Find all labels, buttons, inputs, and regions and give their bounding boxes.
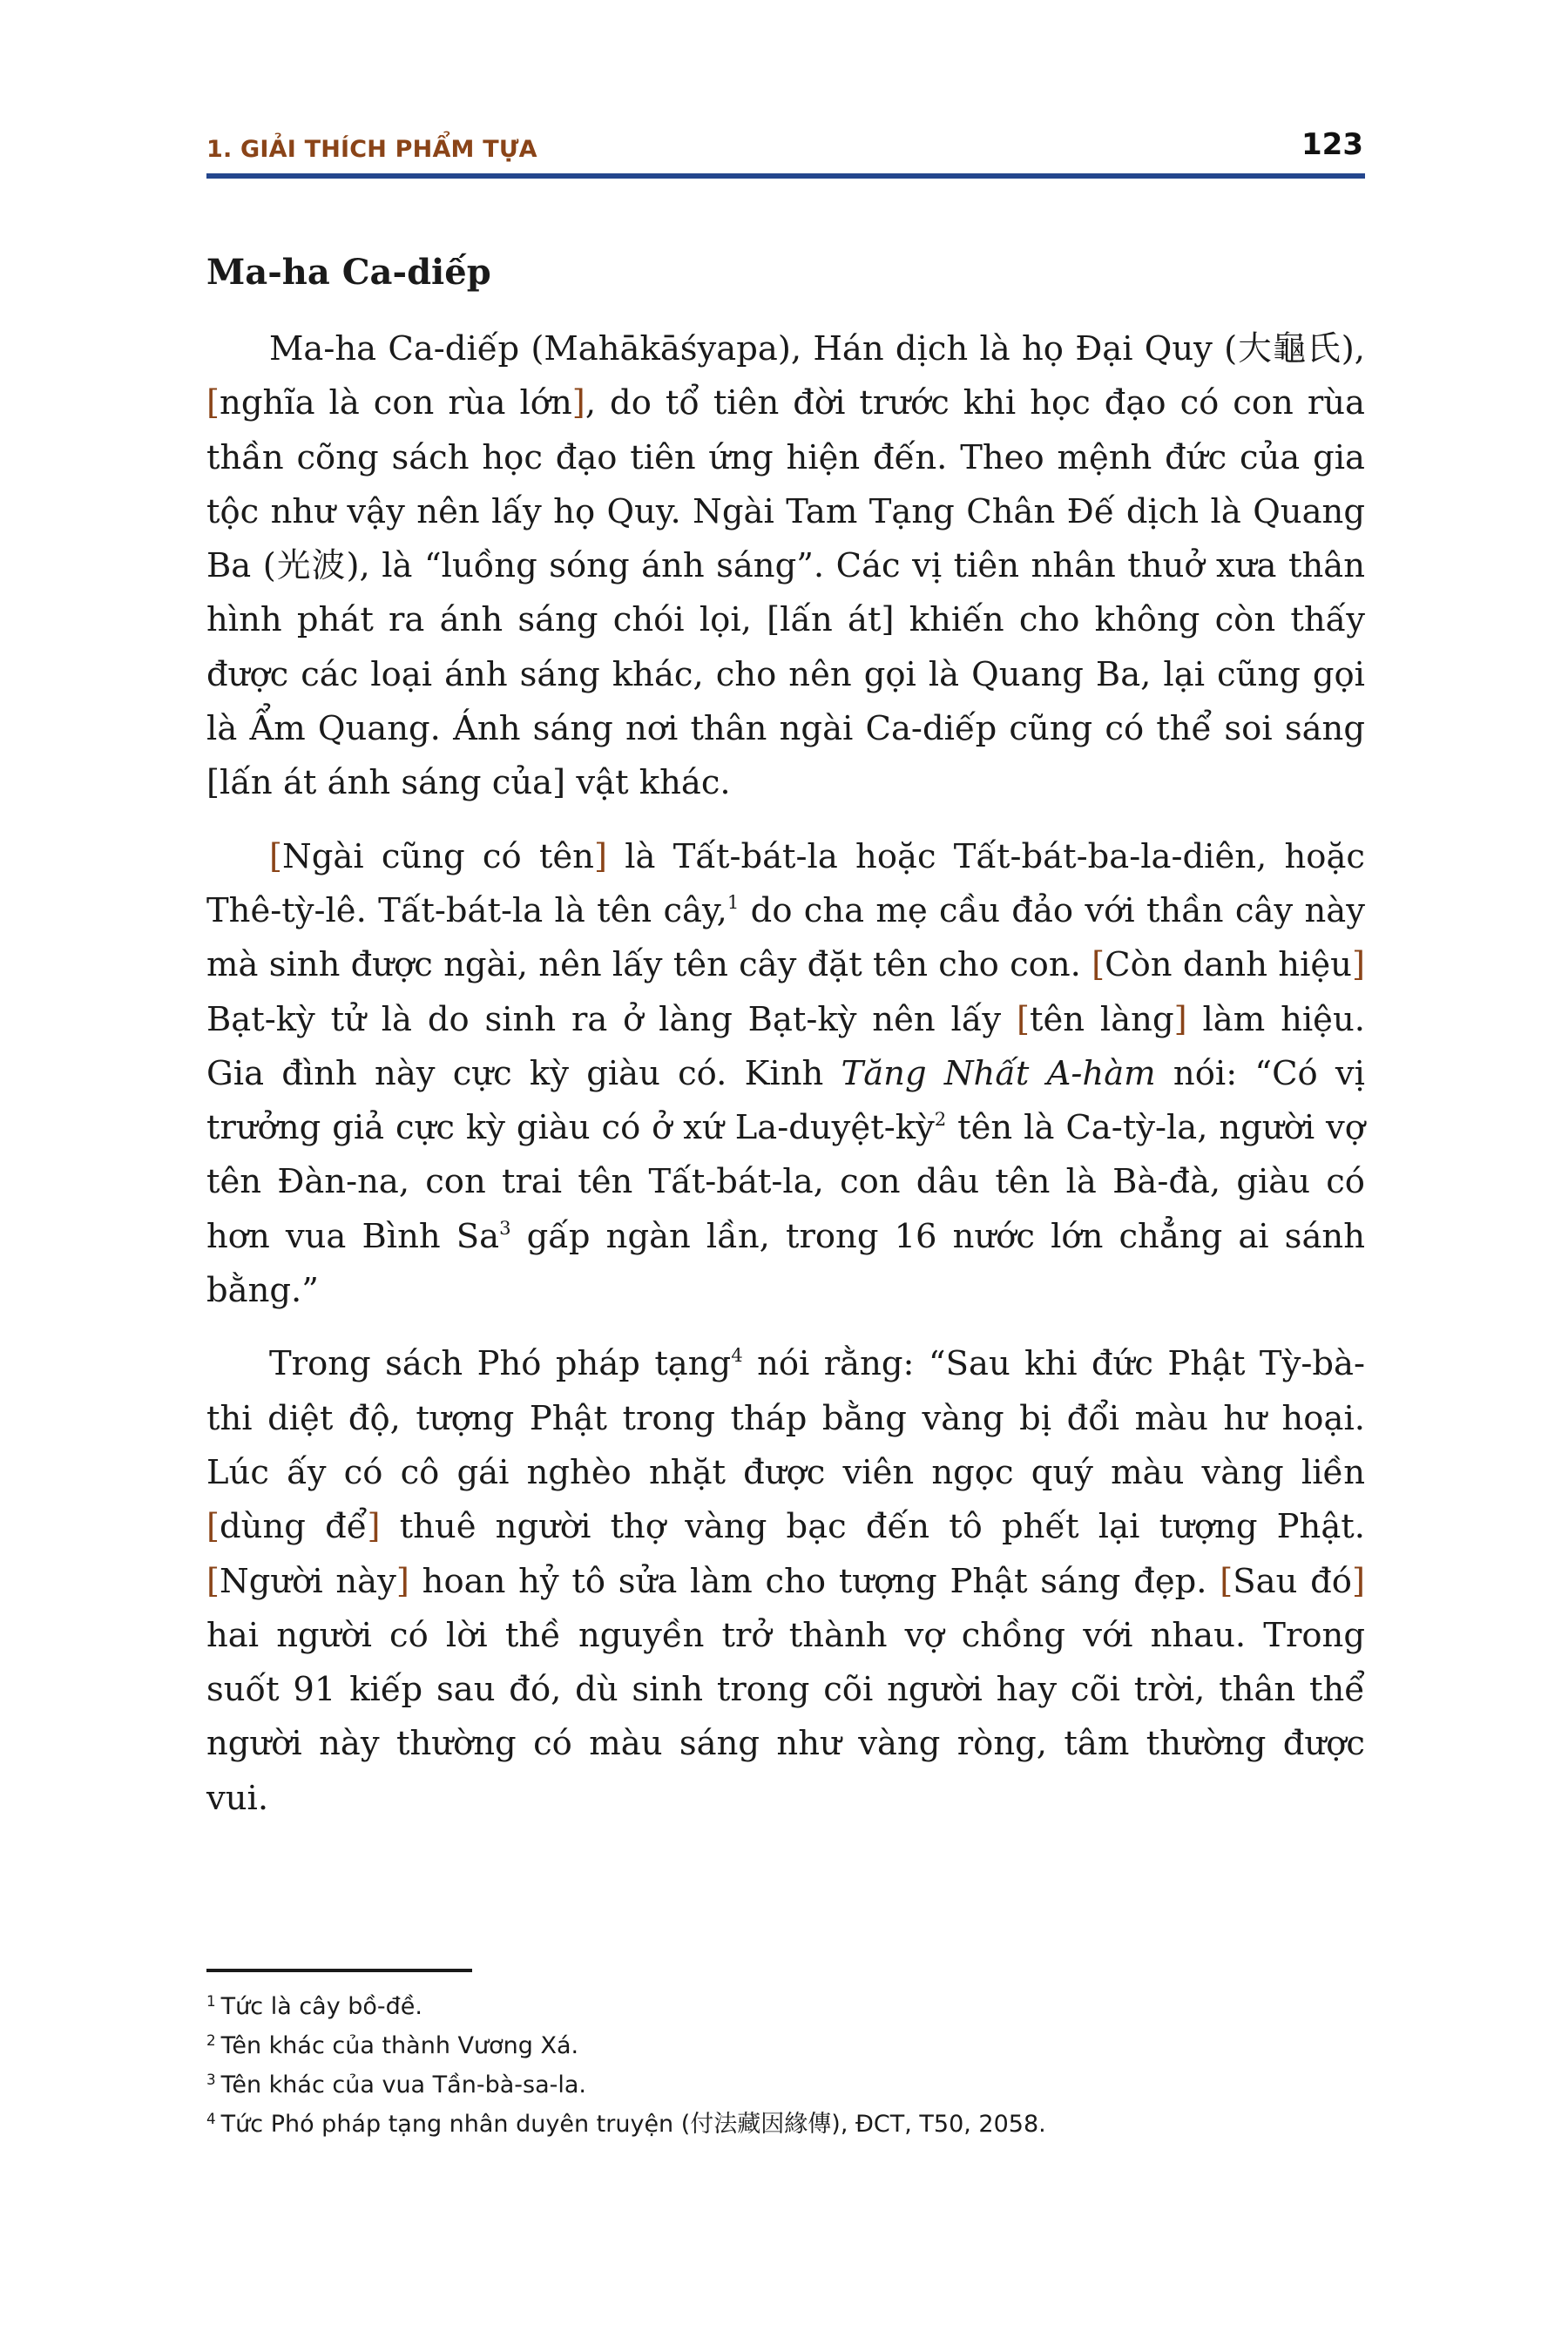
editorial-insertion bbox=[206, 1507, 380, 1546]
footnote-number: 2 bbox=[206, 2031, 216, 2049]
text-run: hai người có lời thề nguyền trở thành vợ chồng với nhau. Trong suốt 91 kiếp sau đó, dù sinh trong cõi người hay cõi trời, thân thể người này thường có màu sáng như vàng ròng, tâm thường được vui. bbox=[206, 1615, 1365, 1818]
paragraph bbox=[206, 1337, 1365, 1826]
text-run: hoan hỷ tô sửa làm cho tượng Phật sáng đẹp. bbox=[409, 1561, 1220, 1601]
close-bracket: ] bbox=[1351, 945, 1365, 985]
open-bracket: [ bbox=[269, 836, 283, 876]
footnote-text: Tên khác của vua Tần-bà-sa-la. bbox=[220, 2072, 586, 2099]
open-bracket: [ bbox=[1016, 999, 1031, 1039]
editorial-insertion bbox=[206, 1562, 409, 1601]
text-run: thuê người thợ vàng bạc đến tô phết lại tượng Phật. bbox=[380, 1507, 1366, 1547]
footnotes bbox=[206, 1987, 1365, 2144]
open-bracket: [ bbox=[206, 1507, 220, 1547]
insertion-text: nghĩa là con rùa lớn bbox=[220, 383, 572, 423]
text-run: gấp ngàn lần, trong 16 nước lớn chẳng ai sánh bằng.” bbox=[206, 1216, 1365, 1311]
close-bracket: ] bbox=[367, 1507, 381, 1547]
footnote-text: Tức Phó pháp tạng nhân duyên truyện (付法藏因緣傳), ĐCT, T50, 2058. bbox=[220, 2111, 1046, 2138]
footnote bbox=[206, 1987, 1365, 2026]
close-bracket: ] bbox=[571, 383, 585, 423]
footnote bbox=[206, 2105, 1365, 2144]
footnote-reference: 4 bbox=[731, 1344, 743, 1367]
text-run: nói: “Có vị trưởng giả cực kỳ giàu có ở xứ La-duyệt-kỳ bbox=[206, 1053, 1366, 1148]
text-run: tên là Ca-tỳ-la, người vợ tên Đàn-na, con trai tên Tất-bát-la, con dâu tên là Bà-đà, giàu có hơn vua Bình Sa bbox=[206, 1108, 1365, 1256]
section-title: 1. GIẢI THÍCH PHẨM TỰA bbox=[206, 136, 537, 163]
insertion-text: Sau đó bbox=[1233, 1561, 1352, 1601]
insertion-text: dùng để bbox=[220, 1507, 368, 1547]
footnote bbox=[206, 2065, 1365, 2105]
insertion-text: tên làng bbox=[1030, 999, 1174, 1039]
text-run: làm hiệu. Gia đình này cực kỳ giàu có. Kinh bbox=[206, 999, 1365, 1093]
running-header bbox=[206, 127, 1365, 179]
footnote-number: 1 bbox=[206, 1991, 216, 2010]
editorial-insertion bbox=[1220, 1562, 1365, 1601]
text-run: do cha mẹ cầu đảo với thần cây này mà sinh được ngài, nên lấy tên cây đặt tên cho con. bbox=[206, 890, 1365, 985]
footnote bbox=[206, 2026, 1365, 2065]
open-bracket: [ bbox=[1092, 945, 1105, 985]
editorial-insertion bbox=[1092, 945, 1365, 984]
editorial-insertion bbox=[269, 837, 607, 876]
insertion-text: Còn danh hiệu bbox=[1105, 945, 1352, 985]
text-run: là Tất-bát-la hoặc Tất-bát-ba-la-diên, hoặc Thê-tỳ-lê. Tất-bát-la là tên cây, bbox=[206, 836, 1365, 930]
close-bracket: ] bbox=[593, 836, 607, 876]
text-run: Ma-ha Ca-diếp (Mahākāśyapa), Hán dịch là họ Đại Quy (大龜氏), bbox=[269, 329, 1365, 368]
close-bracket: ] bbox=[1173, 999, 1187, 1039]
footnote-reference: 3 bbox=[499, 1216, 511, 1239]
open-bracket: [ bbox=[206, 383, 220, 423]
footnote-text: Tên khác của thành Vương Xá. bbox=[220, 2032, 579, 2059]
footnote-separator bbox=[206, 1969, 472, 1972]
insertion-text: Ngài cũng có tên bbox=[282, 836, 594, 876]
paragraph bbox=[206, 830, 1365, 1319]
footnote-number: 3 bbox=[206, 2070, 216, 2088]
editorial-insertion bbox=[1017, 1000, 1187, 1039]
section-heading: Ma-ha Ca-diếp bbox=[206, 252, 491, 293]
footnote-reference: 2 bbox=[934, 1108, 947, 1131]
close-bracket: ] bbox=[1351, 1561, 1365, 1601]
paragraph bbox=[206, 322, 1365, 811]
text-run: Bạt-kỳ tử là do sinh ra ở làng Bạt-kỳ nên lấy bbox=[206, 999, 1017, 1039]
page-number: 123 bbox=[1301, 127, 1363, 162]
footnote-text: Tức là cây bồ-đề. bbox=[220, 1993, 423, 2020]
close-bracket: ] bbox=[395, 1561, 409, 1601]
text-run: nói rằng: “Sau khi đức Phật Tỳ-bà-thi diệt độ, tượng Phật trong tháp bằng vàng bị đổi màu hư hoại. Lúc ấy có cô gái nghèo nhặt được viên ngọc quý màu vàng liền bbox=[206, 1344, 1365, 1492]
text-run: Trong sách Phó pháp tạng bbox=[269, 1344, 732, 1384]
text-run: , do tổ tiên đời trước khi học đạo có con rùa thần cõng sách học đạo tiên ứng hiện đến. Theo mệnh đức của gia tộc như vậy nên lấy họ Quy. Ngài Tam Tạng Chân Đế dịch là Quang Ba (光波), là “luồng sóng ánh sáng”. Các vị tiên nhân thuở xưa thân hình phát ra ánh sáng chói lọi, [lấn át] khiến cho không còn thấy được các loại ánh sáng khác, cho nên gọi là Quang Ba, lại cũng gọi là Ẩm Quang. Ánh sáng nơi thân ngài Ca-diếp cũng có thể soi sáng [lấn át ánh sáng của] vật khác. bbox=[206, 383, 1365, 803]
open-bracket: [ bbox=[1220, 1561, 1233, 1601]
header-rule bbox=[206, 173, 1365, 179]
main-content bbox=[206, 246, 1365, 1845]
book-title: Tăng Nhất A-hàm bbox=[841, 1053, 1156, 1093]
footnote-reference: 1 bbox=[727, 891, 740, 914]
open-bracket: [ bbox=[206, 1561, 220, 1601]
insertion-text: Người này bbox=[220, 1561, 396, 1601]
editorial-insertion bbox=[206, 383, 585, 422]
footnote-number: 4 bbox=[206, 2109, 216, 2127]
